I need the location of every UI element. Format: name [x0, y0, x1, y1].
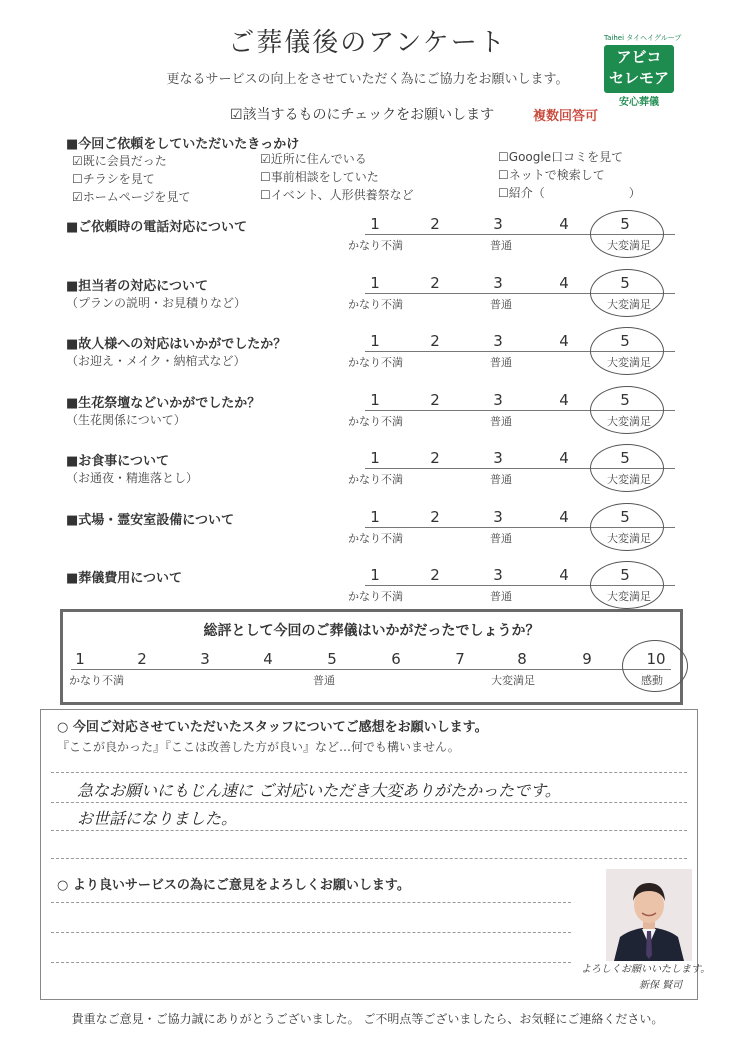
checkbox-icon: ☐ — [260, 188, 271, 202]
overall-selected-circle — [622, 640, 688, 692]
scale-option-4[interactable]: 4 — [559, 332, 569, 350]
trigger-option[interactable]: ☐ネットで検索して — [498, 168, 605, 182]
scale-option-4[interactable]: 4 — [559, 449, 569, 467]
trigger-option[interactable]: ☑ホームページを見て — [72, 190, 191, 204]
question-title: ■葬儀費用について — [66, 571, 183, 586]
scale-option-2[interactable]: 2 — [430, 390, 440, 409]
question-title: ■式場・霊安室設備について — [66, 512, 235, 528]
scale-label-mid: 普通 — [490, 239, 512, 252]
scale-option-1[interactable]: 1 — [370, 390, 380, 409]
scale-option-1[interactable]: 1 — [370, 215, 380, 233]
opinion-title: ○ より良いサービスの為にご意見をよろしくお願いします。 — [57, 878, 410, 893]
logo-group: Taihei タイヘイグループ — [604, 34, 682, 42]
scale-label-mid: 普通 — [490, 297, 512, 311]
scale-label-high: 大変満足 — [607, 414, 651, 428]
staff-portrait-icon — [606, 869, 692, 961]
instruction — [230, 104, 494, 124]
scale-label-low: かなり不満 — [348, 473, 403, 486]
scale-option-2[interactable]: 2 — [430, 215, 440, 233]
scale-option-3[interactable]: 3 — [493, 566, 503, 584]
page-subtitle: 更なるサービスの向上をさせていただく為にご協力をお願いします。 — [166, 72, 569, 87]
checkbox-icon: ☐ — [498, 168, 509, 182]
scale-label-high: 大変満足 — [607, 356, 651, 369]
logo-tagline: 安心葬儀 — [619, 97, 659, 108]
overall-label-mid: 普通 — [313, 674, 335, 687]
scale-option-5[interactable]: 5 — [620, 332, 630, 350]
scale-option-5[interactable]: 5 — [620, 507, 630, 526]
instruction-text: 該当するものにチェックをお願いします — [242, 107, 495, 123]
overall-label-max: 感動 — [641, 674, 663, 687]
scale-option-3[interactable]: 3 — [493, 449, 503, 467]
overall-label-high: 大変満足 — [491, 674, 535, 687]
question-subtitle: （生花関係について） — [66, 412, 186, 427]
scale-option-4[interactable]: 4 — [559, 566, 569, 584]
scale-label-low: かなり不満 — [348, 239, 403, 252]
selected-answer-circle — [590, 444, 664, 492]
overall-option-8[interactable]: 8 — [517, 650, 527, 668]
overall-option-4[interactable]: 4 — [263, 650, 273, 668]
scale-option-5[interactable]: 5 — [620, 390, 630, 409]
trigger-option[interactable]: ☑近所に住んでいる — [260, 152, 367, 166]
question-title: ■お食事について — [66, 454, 170, 469]
trigger-title: ■今回ご依頼をしていただいたきっかけ — [66, 137, 300, 152]
answer-line — [51, 932, 571, 933]
footer-note: 貴重なご意見・ご協力誠にありがとうございました。 ご不明点等ございましたら、お気軽にご連絡ください。 — [71, 1012, 664, 1026]
question-title: ■ご依頼時の電話対応について — [66, 220, 248, 235]
trigger-option[interactable]: ☐Google口コミを見て — [498, 150, 624, 164]
staff-comment-hint: 『ここが良かった』『ここは改善した方が良い』など…何でも構いません。 — [57, 740, 460, 754]
checkbox-icon: ☐ — [260, 170, 271, 184]
selected-answer-circle — [590, 503, 664, 551]
checkbox-icon: ☐ — [498, 150, 509, 164]
answer-line — [51, 962, 571, 963]
logo-mark — [604, 45, 674, 93]
handwritten-comment-line: お世話になりました。 — [77, 809, 238, 828]
question-title: ■担当者の対応について — [66, 278, 209, 294]
scale-option-3[interactable]: 3 — [493, 507, 503, 526]
scale-option-3[interactable]: 3 — [493, 390, 503, 409]
scale-option-1[interactable]: 1 — [370, 273, 380, 292]
multi-answer-note: 複数回答可 — [533, 109, 599, 124]
scale-label-high: 大変満足 — [607, 531, 651, 545]
scale-option-4[interactable]: 4 — [559, 215, 569, 233]
scale-label-high: 大変満足 — [607, 473, 651, 486]
scale-option-3[interactable]: 3 — [493, 332, 503, 350]
answer-line — [51, 858, 687, 859]
trigger-option[interactable]: ☐紹介（ ） — [498, 186, 641, 200]
selected-answer-circle — [590, 327, 664, 375]
answer-line — [51, 772, 687, 773]
answer-line — [51, 902, 571, 903]
scale-label-low: かなり不満 — [348, 356, 403, 369]
scale-label-low: かなり不満 — [348, 531, 403, 545]
scale-option-1[interactable]: 1 — [370, 449, 380, 467]
scale-option-2[interactable]: 2 — [430, 507, 440, 526]
scale-label-low: かなり不満 — [348, 297, 403, 311]
answer-line — [51, 802, 687, 803]
overall-option-5[interactable]: 5 — [327, 650, 337, 668]
checkbox-icon: ☐ — [498, 186, 509, 200]
scale-option-4[interactable]: 4 — [559, 273, 569, 292]
overall-option-10[interactable]: 10 — [646, 650, 666, 668]
checkbox-checked-icon: ☑ — [72, 190, 83, 204]
scale-label-mid: 普通 — [490, 590, 512, 603]
overall-option-7[interactable]: 7 — [455, 650, 465, 668]
scale-option-4[interactable]: 4 — [559, 507, 569, 526]
check-icon: ☑ — [230, 107, 243, 123]
staff-comment-title: ○ 今回ご対応させていただいたスタッフについてご感想をお願いします。 — [57, 720, 488, 735]
scale-label-mid: 普通 — [490, 531, 512, 545]
logo-line1: アビコ — [616, 49, 662, 66]
scale-label-mid: 普通 — [490, 414, 512, 428]
scale-option-4[interactable]: 4 — [559, 390, 569, 409]
trigger-option[interactable]: ☐イベント、人形供養祭など — [260, 188, 414, 202]
scale-option-2[interactable]: 2 — [430, 273, 440, 292]
selected-answer-circle — [590, 210, 664, 258]
checkbox-icon: ☐ — [72, 172, 83, 186]
comment-box — [40, 709, 711, 1000]
handwritten-comment-line: 急なお願いにもじん速に ご対応いただき大変ありがたかったです。 — [77, 781, 561, 800]
checkbox-checked-icon: ☑ — [72, 154, 83, 168]
scale-option-5[interactable]: 5 — [620, 566, 630, 584]
scale-option-3[interactable]: 3 — [493, 215, 503, 233]
scale-option-1[interactable]: 1 — [370, 507, 380, 526]
scale-option-5[interactable]: 5 — [620, 449, 630, 467]
scale-label-mid: 普通 — [490, 473, 512, 486]
page-title: ご葬儀後のアンケート — [228, 28, 507, 58]
scale-option-2[interactable]: 2 — [430, 332, 440, 350]
logo-line2: セレモア — [608, 70, 669, 87]
scale-option-2[interactable]: 2 — [430, 566, 440, 584]
scale-option-1[interactable]: 1 — [370, 332, 380, 350]
selected-answer-circle — [590, 269, 664, 317]
trigger-option[interactable]: ☐事前相談をしていた — [260, 170, 379, 184]
question-title: ■故人様への対応はいかがでしたか？ — [66, 337, 287, 352]
scale-label-high: 大変満足 — [607, 590, 651, 603]
overall-title: 総評として今回のご葬儀はいかがだったでしょうか？ — [203, 623, 540, 639]
question-subtitle: （お通夜・精進落とし） — [66, 471, 199, 485]
scale-option-5[interactable]: 5 — [620, 215, 630, 233]
overall-box — [60, 609, 683, 705]
scale-option-2[interactable]: 2 — [430, 449, 440, 467]
selected-answer-circle — [590, 386, 664, 434]
question-subtitle: （お迎え・メイク・納棺式など） — [66, 354, 246, 368]
scale-label-high: 大変満足 — [607, 297, 651, 311]
question-title: ■生花祭壇などいかがでしたか？ — [66, 395, 261, 411]
overall-option-9[interactable]: 9 — [582, 650, 592, 668]
question-subtitle: （プランの説明・お見積りなど） — [66, 295, 247, 310]
scale-label-low: かなり不満 — [348, 590, 403, 603]
overall-label-low: かなり不満 — [69, 674, 124, 687]
scale-label-mid: 普通 — [490, 356, 512, 369]
staff-photo — [606, 869, 692, 961]
answer-line — [51, 830, 687, 831]
trigger-option[interactable]: ☑既に会員だった — [72, 154, 167, 168]
scale-option-5[interactable]: 5 — [620, 273, 630, 292]
trigger-option[interactable]: ☐チラシを見て — [72, 172, 155, 186]
staff-name: 新保 賢司 — [639, 980, 683, 991]
overall-scale-line — [71, 669, 671, 670]
scale-option-1[interactable]: 1 — [370, 566, 380, 584]
staff-message: よろしくお願いいたします。 — [581, 964, 711, 975]
scale-label-high: 大変満足 — [607, 239, 651, 252]
selected-answer-circle — [590, 561, 664, 609]
scale-label-low: かなり不満 — [348, 414, 403, 428]
checkbox-checked-icon: ☑ — [260, 152, 271, 166]
company-logo — [604, 33, 694, 108]
overall-option-3[interactable]: 3 — [200, 650, 210, 668]
scale-option-3[interactable]: 3 — [493, 273, 503, 292]
overall-option-6[interactable]: 6 — [391, 650, 401, 668]
overall-option-2[interactable]: 2 — [137, 650, 147, 668]
overall-option-1[interactable]: 1 — [75, 650, 85, 668]
